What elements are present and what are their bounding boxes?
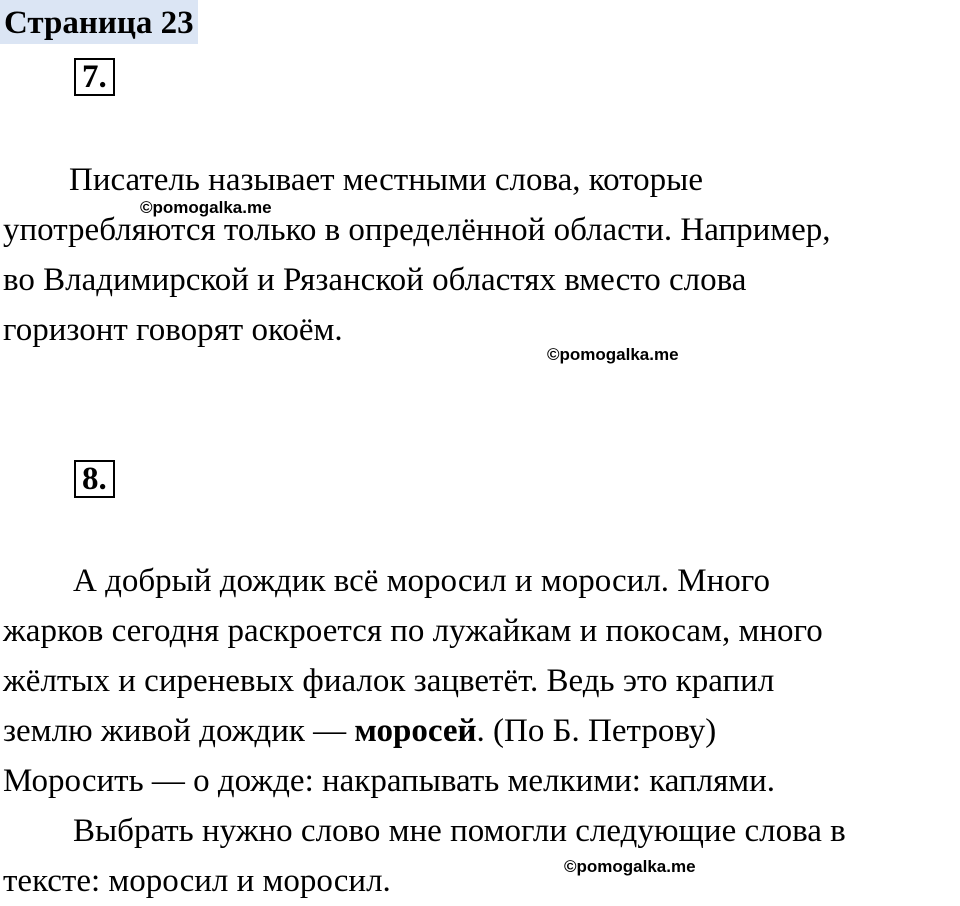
text-line: употребляются только в определённой области. Например, (3, 212, 831, 248)
page-title: Страница 23 (0, 0, 198, 44)
text-line: А добрый дождик всё моросил и моросил. Много (73, 563, 771, 599)
text-line: во Владимирской и Рязанской областях вместо слова (3, 262, 747, 298)
text-fragment: . (По Б. Петрову) (476, 713, 717, 749)
text-line: Моросить — о дожде: накрапывать мелкими: каплями. (3, 763, 776, 799)
text-line: горизонт говорят окоём. (3, 312, 343, 348)
watermark: ©pomogalka.me (140, 198, 272, 217)
text-line: Выбрать нужно слово мне помогли следующие слова в (73, 813, 846, 849)
task-8-text (3, 556, 846, 906)
task-number-8: 8. (74, 460, 115, 498)
highlighted-word: моросей (354, 713, 477, 749)
task-number-7: 7. (74, 58, 115, 96)
text-fragment: землю живой дождик — (3, 713, 347, 749)
text-line (3, 706, 846, 756)
task-7-text (3, 155, 831, 355)
text-line: Писатель называет местными слова, которые (69, 162, 703, 198)
text-line: жарков сегодня раскроется по лужайкам и покосам, много (3, 613, 823, 649)
text-line: жёлтых и сиреневых фиалок зацветёт. Ведь это крапил (3, 663, 775, 699)
text-line: тексте: моросил и моросил. (3, 863, 391, 899)
watermark: ©pomogalka.me (564, 857, 696, 876)
watermark: ©pomogalka.me (547, 345, 679, 364)
